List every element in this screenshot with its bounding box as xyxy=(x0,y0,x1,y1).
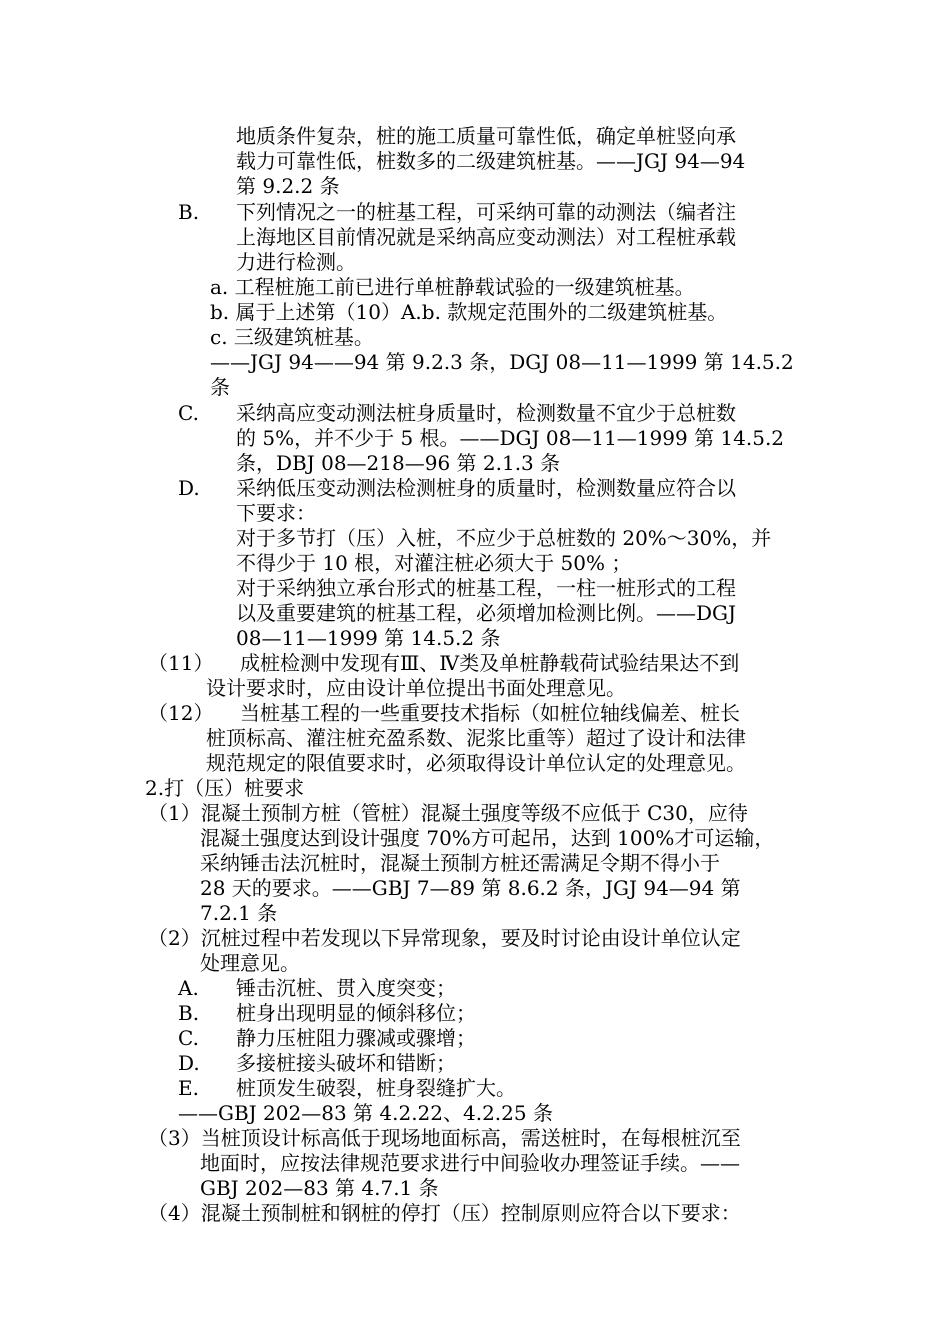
text-line: ——JGJ 94——94 第 9.2.3 条，DGJ 08—11—1999 第 14.5.2 xyxy=(210,350,794,374)
text-line: 不得少于 10 根，对灌注桩必须大于 50% ； xyxy=(236,551,632,575)
text-line: 桩顶标高、灌注桩充盈系数、泥浆比重等）超过了设计和法律 xyxy=(206,726,746,750)
text-line: 地面时，应按法律规范要求进行中间验收办理签证手续。—— xyxy=(200,1151,740,1175)
text-line: 桩顶发生破裂，桩身裂缝扩大。 xyxy=(236,1076,516,1100)
text-line: 当桩基工程的一些重要技术指标（如桩位轴线偏差、桩长 xyxy=(240,701,740,725)
section-heading: 2.打（压）桩要求 xyxy=(145,776,305,800)
text-line: 对于采纳独立承台形式的桩基工程，一柱一桩形式的工程 xyxy=(236,576,736,600)
text-line: 采纳高应变动测法桩身质量时，检测数量不宜少于总桩数 xyxy=(236,401,736,425)
text-line: 的 5%，并不少于 5 根。——DGJ 08—11—1999 第 14.5.2 xyxy=(236,426,785,450)
text-line: 规范规定的限值要求时，必须取得设计单位认定的处理意见。 xyxy=(206,751,746,775)
text-line: 地质条件复杂，桩的施工质量可靠性低，确定单桩竖向承 xyxy=(236,124,736,148)
text-line: 采纳低压变动测法检测桩身的质量时，检测数量应符合以 xyxy=(236,476,736,500)
text-line: c. 三级建筑桩基。 xyxy=(210,325,374,349)
text-line: 多接桩接头破坏和错断； xyxy=(236,1051,456,1075)
text-line: （1）混凝土预制方桩（管桩）混凝土强度等级不应低于 C30，应待 xyxy=(148,801,748,825)
item-marker: B. xyxy=(178,200,200,224)
text-line: 条 xyxy=(210,375,230,399)
item-marker: B. xyxy=(178,1001,200,1025)
text-line: 第 9.2.2 条 xyxy=(236,174,340,198)
text-line: 条，DBJ 08—218—96 第 2.1.3 条 xyxy=(236,451,561,475)
text-line: 以及重要建筑的桩基工程，必须增加检测比例。——DGJ xyxy=(236,601,737,625)
text-line: 桩身出现明显的倾斜移位； xyxy=(236,1001,476,1025)
item-marker: A. xyxy=(178,976,199,1000)
text-line: b. 属于上述第（10）A.b. 款规定范围外的二级建筑桩基。 xyxy=(210,300,728,324)
text-line: （2）沉桩过程中若发现以下异常现象，要及时讨论由设计单位认定 xyxy=(148,926,741,950)
text-line: 28 天的要求。——GBJ 7—89 第 8.6.2 条，JGJ 94—94 第 xyxy=(200,876,741,900)
text-line: 下要求： xyxy=(236,501,316,525)
item-marker: D. xyxy=(178,1051,200,1075)
text-line: 混凝土强度达到设计强度 70%方可起吊，达到 100%才可运输， xyxy=(200,826,775,850)
text-line: 静力压桩阻力骤减或骤增； xyxy=(236,1026,476,1050)
text-line: 对于多节打（压）入桩，不应少于总桩数的 20%～30%，并 xyxy=(236,526,772,550)
text-line: GBJ 202—83 第 4.7.1 条 xyxy=(200,1176,439,1200)
text-line: 处理意见。 xyxy=(200,951,300,975)
item-marker: D. xyxy=(178,476,200,500)
text-line: 7.2.1 条 xyxy=(200,901,278,925)
item-marker: （11） xyxy=(148,651,214,675)
text-line: 锤击沉桩、贯入度突变； xyxy=(236,976,456,1000)
text-line: 成桩检测中发现有Ⅲ、Ⅳ类及单桩静载荷试验结果达不到 xyxy=(240,651,740,675)
text-line: 力进行检测。 xyxy=(236,250,356,274)
text-line: （4）混凝土预制桩和钢桩的停打（压）控制原则应符合以下要求： xyxy=(148,1201,741,1225)
item-marker: E. xyxy=(178,1076,199,1100)
text-line: 载力可靠性低，桩数多的二级建筑桩基。——JGJ 94—94 xyxy=(236,149,746,173)
text-line: a. 工程桩施工前已进行单桩静载试验的一级建筑桩基。 xyxy=(210,275,695,299)
text-line: 下列情况之一的桩基工程，可采纳可靠的动测法（编者注 xyxy=(236,200,736,224)
item-marker: C. xyxy=(178,401,199,425)
text-line: ——GBJ 202—83 第 4.2.22、4.2.25 条 xyxy=(178,1101,553,1125)
text-line: 上海地区目前情况就是采纳高应变动测法）对工程桩承载 xyxy=(236,225,736,249)
item-marker: C. xyxy=(178,1026,199,1050)
item-marker: （12） xyxy=(148,701,214,725)
text-line: 设计要求时，应由设计单位提出书面处理意见。 xyxy=(206,676,626,700)
text-line: 08—11—1999 第 14.5.2 条 xyxy=(236,626,501,650)
text-line: （3）当桩顶设计标高低于现场地面标高，需送桩时，在每根桩沉至 xyxy=(148,1126,741,1150)
text-line: 采纳锤击法沉桩时，混凝土预制方桩还需满足令期不得小于 xyxy=(200,851,720,875)
